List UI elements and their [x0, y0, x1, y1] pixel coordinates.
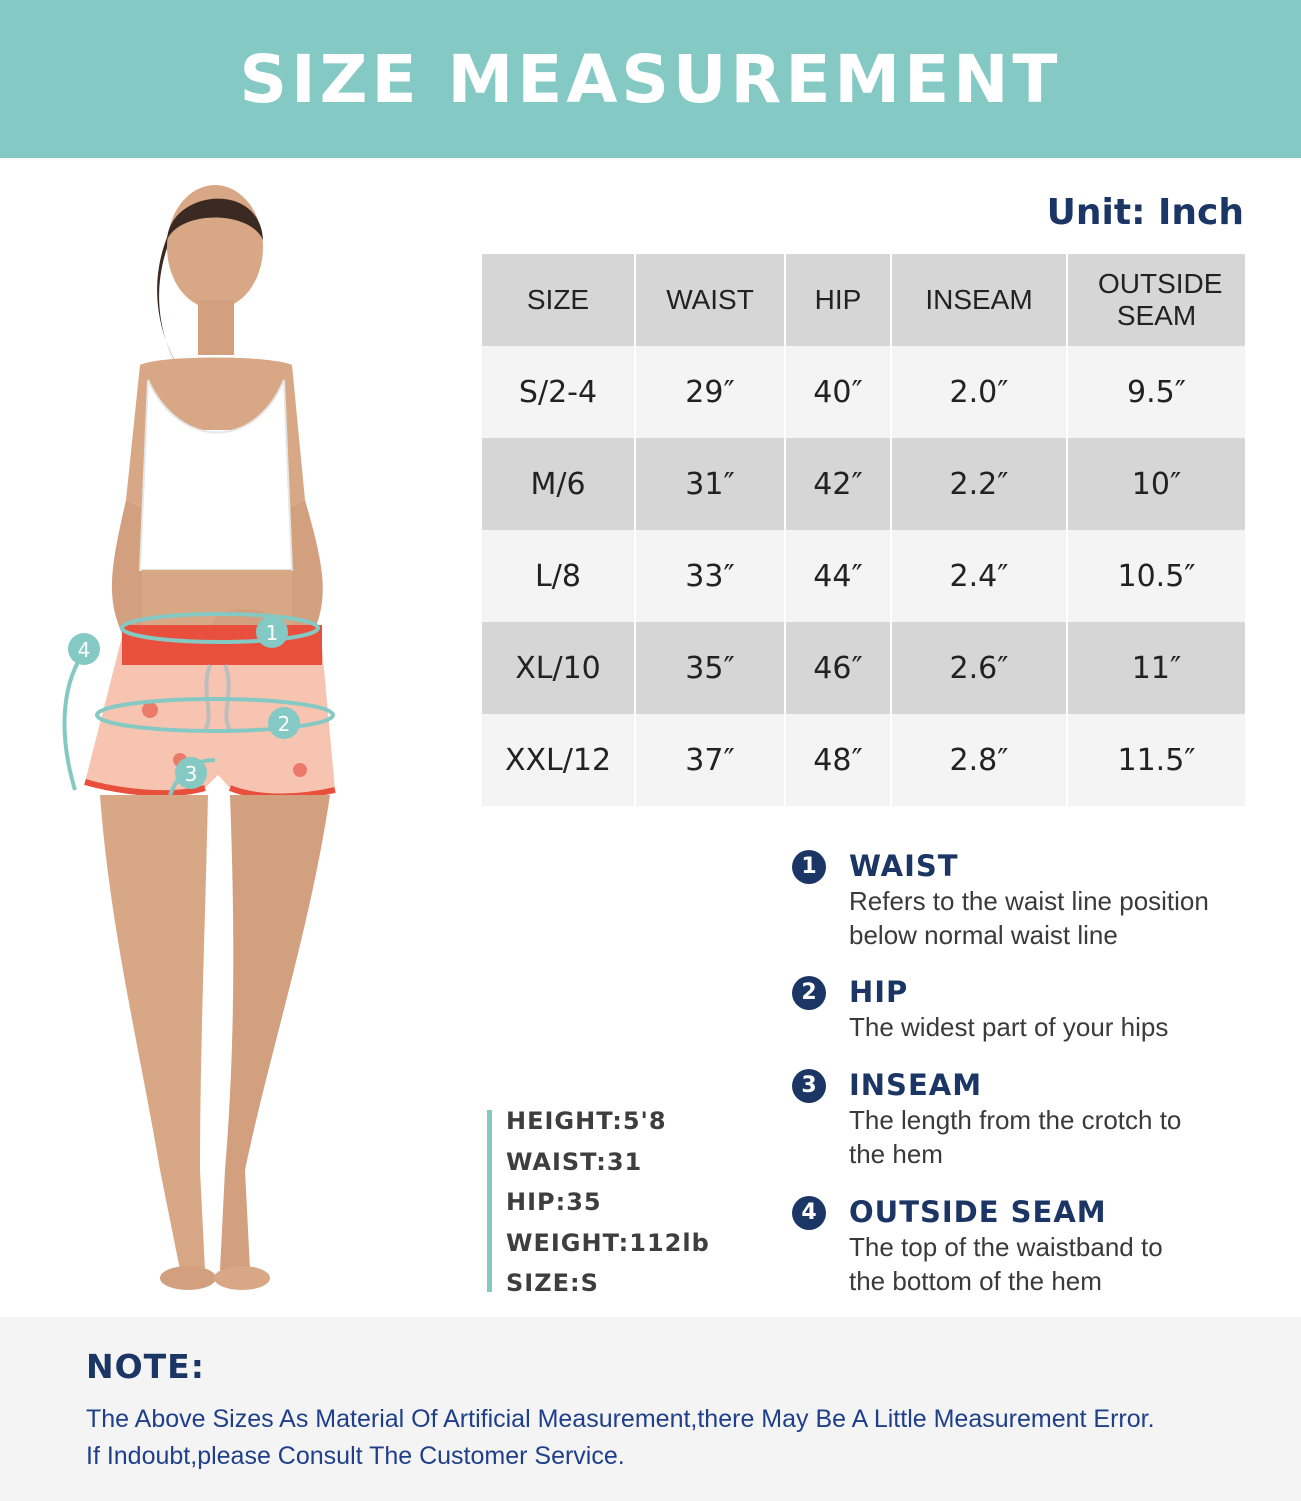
table-cell: S/2-4	[482, 346, 635, 438]
number-4-icon: 4	[792, 1196, 826, 1230]
legend-desc: the hem	[849, 1139, 943, 1169]
model-height: HEIGHT:5'8	[506, 1107, 667, 1135]
legend-item-hip	[792, 974, 1262, 1067]
marker-label: 4	[77, 638, 91, 662]
legend-title: WAIST	[849, 849, 959, 883]
legend-desc: Refers to the waist line position	[849, 886, 1209, 916]
table-row	[482, 622, 1245, 714]
table-cell: 37″	[635, 714, 785, 806]
legend-desc: The widest part of your hips	[849, 1012, 1169, 1042]
table-row	[482, 530, 1245, 622]
table-row	[482, 714, 1245, 806]
number-1-icon: 1	[792, 850, 826, 884]
table-cell: 9.5″	[1067, 346, 1245, 438]
legend-desc: The top of the waistband to	[849, 1232, 1163, 1262]
table-cell: M/6	[482, 438, 635, 530]
note-line: The Above Sizes As Material Of Artificial Measurement,there May Be A Little Measurement Error.	[86, 1405, 1155, 1433]
table-cell: XL/10	[482, 622, 635, 714]
column-header: HIP	[785, 254, 891, 346]
table-cell: 29″	[635, 346, 785, 438]
unit-label: Unit: Inch	[1046, 192, 1244, 233]
column-header: INSEAM	[891, 254, 1067, 346]
legend-desc: below normal waist line	[849, 920, 1118, 950]
table-row	[482, 438, 1245, 530]
table-cell: 10″	[1067, 438, 1245, 530]
note-section	[0, 1317, 1301, 1501]
column-header: OUTSIDE SEAM	[1067, 254, 1245, 346]
note-line: If Indoubt,please Consult The Customer Service.	[86, 1441, 625, 1470]
table-cell: 42″	[785, 438, 891, 530]
header-banner	[0, 0, 1301, 158]
marker-label: 1	[265, 621, 279, 645]
table-cell: L/8	[482, 530, 635, 622]
table-cell: 10.5″	[1067, 530, 1245, 622]
page-title: SIZE MEASUREMENT	[239, 40, 1062, 118]
legend-desc: the bottom of the hem	[849, 1266, 1102, 1296]
model-hip: HIP:35	[506, 1188, 602, 1216]
table-cell: 48″	[785, 714, 891, 806]
table-cell: 11.5″	[1067, 714, 1245, 806]
marker-label: 2	[277, 712, 291, 736]
table-cell: 46″	[785, 622, 891, 714]
measurement-legend	[792, 848, 1262, 1298]
model-size: SIZE:S	[506, 1269, 599, 1297]
legend-item-outside-seam	[792, 1194, 1262, 1298]
table-cell: 33″	[635, 530, 785, 622]
model-figure	[30, 170, 450, 1310]
marker-label: 3	[184, 762, 198, 786]
table-cell: 2.2″	[891, 438, 1067, 530]
table-cell: 44″	[785, 530, 891, 622]
table-cell: 2.6″	[891, 622, 1067, 714]
table-cell: XXL/12	[482, 714, 635, 806]
legend-title: INSEAM	[849, 1068, 983, 1102]
table-cell: 11″	[1067, 622, 1245, 714]
model-measurements	[487, 1107, 710, 1297]
note-text	[86, 1401, 1155, 1474]
table-cell: 2.4″	[891, 530, 1067, 622]
size-chart-table	[482, 254, 1245, 806]
legend-desc: The length from the crotch to	[849, 1105, 1182, 1135]
model-weight: WEIGHT:112lb	[506, 1228, 710, 1257]
legend-item-waist	[792, 848, 1262, 974]
table-cell: 40″	[785, 346, 891, 438]
table-cell: 35″	[635, 622, 785, 714]
table-cell: 31″	[635, 438, 785, 530]
column-header: SIZE	[482, 254, 635, 346]
number-3-icon: 3	[792, 1069, 826, 1103]
number-2-icon: 2	[792, 976, 826, 1010]
model-waist: WAIST:31	[506, 1147, 643, 1176]
legend-title: OUTSIDE SEAM	[849, 1195, 1107, 1229]
table-cell: 2.0″	[891, 346, 1067, 438]
table-row	[482, 346, 1245, 438]
column-header: WAIST	[635, 254, 785, 346]
note-title: NOTE:	[86, 1347, 205, 1386]
table-cell: 2.8″	[891, 714, 1067, 806]
legend-title: HIP	[849, 975, 909, 1009]
table-header-row	[482, 254, 1245, 346]
legend-item-inseam	[792, 1067, 1262, 1194]
